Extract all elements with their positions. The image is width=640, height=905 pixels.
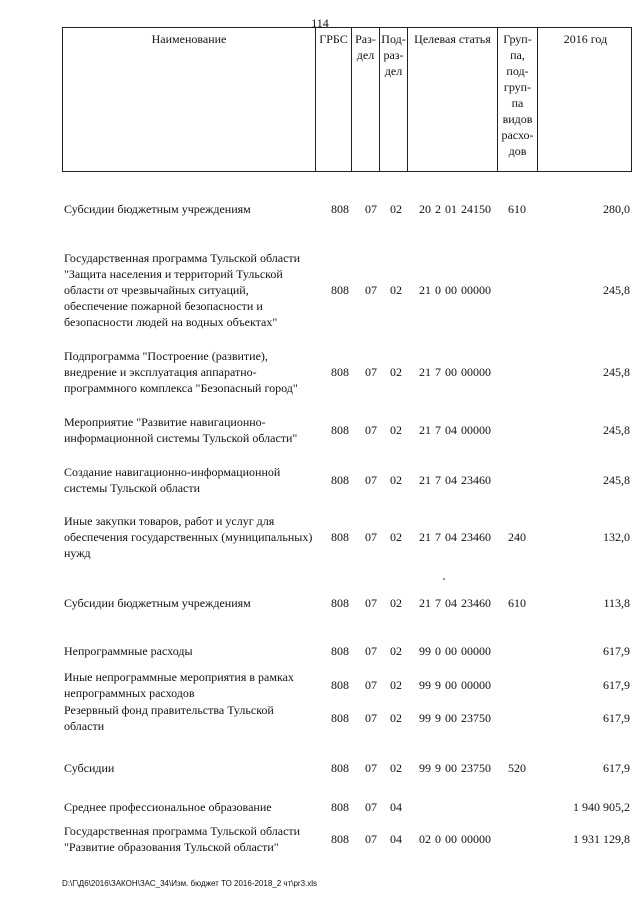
cell-podrazdel: 04	[390, 800, 402, 814]
table-row	[62, 512, 632, 562]
cell-group	[498, 462, 536, 498]
table-row	[62, 406, 632, 454]
cell-group: 610	[508, 596, 526, 610]
cell-group	[498, 406, 536, 454]
cell-group: 610	[508, 202, 526, 216]
table-row	[62, 701, 632, 735]
table-row	[62, 339, 632, 404]
cell-grbs: 808	[331, 761, 349, 775]
cell-grbs: 808	[331, 423, 349, 437]
cell-target: 21 7 04 23460	[419, 596, 491, 610]
cell-sum: 113,8	[603, 596, 630, 610]
cell-name: Иные непрограммные мероприятия в рамках непрограммных расходов	[64, 670, 294, 700]
cell-podrazdel: 02	[390, 364, 402, 379]
cell-grbs: 808	[331, 832, 349, 846]
header-podrazdel: Под- раз- дел	[379, 28, 407, 171]
cell-razdel: 07	[365, 800, 377, 814]
cell-group	[498, 668, 536, 702]
cell-target	[410, 797, 500, 817]
cell-sum: 617,9	[603, 678, 630, 692]
cell-sum: 280,0	[603, 202, 630, 216]
cell-name: Непрограммные расходы	[64, 644, 193, 658]
cell-target: 21 7 04 23460	[419, 473, 491, 487]
scan-speck	[443, 578, 445, 580]
cell-podrazdel: 02	[390, 596, 402, 610]
cell-target: 21 0 00 00000	[419, 282, 491, 297]
cell-grbs: 808	[331, 282, 349, 297]
cell-name: Субсидии бюджетным учреждениям	[64, 596, 251, 610]
cell-name: Иные закупки товаров, работ и услуг для обеспечения государственных (муниципальных) нужд	[64, 514, 313, 560]
cell-razdel: 07	[365, 761, 377, 775]
cell-name: Субсидии	[64, 761, 115, 775]
cell-podrazdel: 02	[390, 202, 402, 216]
cell-sum: 132,0	[603, 530, 630, 544]
table-row	[62, 757, 632, 779]
cell-razdel: 07	[365, 530, 377, 544]
cell-target: 99 9 00 23750	[419, 761, 491, 775]
cell-podrazdel: 02	[390, 711, 402, 725]
table-row	[62, 592, 632, 614]
cell-podrazdel: 02	[390, 473, 402, 487]
cell-target: 20 2 01 24150	[419, 202, 491, 216]
table-header	[62, 27, 632, 172]
table-row	[62, 815, 632, 863]
cell-name: Государственная программа Тульской области "Развитие образования Тульской области"	[64, 824, 301, 854]
cell-podrazdel: 02	[390, 678, 402, 692]
cell-name: Субсидии бюджетным учреждениям	[64, 202, 251, 216]
cell-podrazdel: 02	[390, 423, 402, 437]
cell-group	[498, 339, 536, 404]
cell-razdel: 07	[365, 423, 377, 437]
cell-sum: 617,9	[603, 761, 630, 775]
cell-grbs: 808	[331, 644, 349, 658]
cell-razdel: 07	[365, 473, 377, 487]
cell-grbs: 808	[331, 800, 349, 814]
header-year: 2016 год	[537, 28, 633, 171]
cell-grbs: 808	[331, 596, 349, 610]
cell-razdel: 07	[365, 596, 377, 610]
cell-group	[498, 701, 536, 735]
cell-sum: 245,8	[603, 473, 630, 487]
cell-name: Подпрограмма "Построение (развитие), внедрение и эксплуатация аппаратно-программного комплекса "Безопасный город"	[64, 348, 298, 395]
header-name: Наименование	[151, 32, 227, 46]
table-row	[62, 797, 632, 817]
table-row	[62, 462, 632, 498]
cell-name: Резервный фонд правительства Тульской области	[64, 703, 274, 733]
cell-target: 21 7 04 23460	[419, 530, 491, 544]
cell-razdel: 07	[365, 678, 377, 692]
cell-razdel: 07	[365, 711, 377, 725]
cell-sum: 617,9	[603, 711, 630, 725]
cell-name: Среднее профессиональное образование	[64, 800, 272, 814]
cell-sum: 1 931 129,8	[573, 832, 630, 846]
table-row	[62, 668, 632, 702]
cell-sum: 245,8	[603, 282, 630, 297]
cell-podrazdel: 04	[390, 832, 402, 846]
cell-sum: 245,8	[603, 423, 630, 437]
table-row	[62, 199, 632, 219]
cell-podrazdel: 02	[390, 761, 402, 775]
cell-target: 02 0 00 00000	[419, 832, 491, 846]
cell-sum: 245,8	[603, 364, 630, 379]
cell-name: Государственная программа Тульской области "Защита населения и территорий Тульской области от чрезвычайных ситуаций, обеспечение пожарной безопасности и безопасности людей на водных объектах"	[64, 250, 301, 329]
cell-grbs: 808	[331, 473, 349, 487]
file-path-footer: D:\Г\Д6\2016\ЗАКОН\ЗАС_34\Изм. бюджет ТО 2016-2018_2 чт\pr3.xls	[62, 879, 318, 888]
cell-razdel: 07	[365, 832, 377, 846]
cell-target: 99 9 00 23750	[419, 711, 491, 725]
cell-razdel: 07	[365, 644, 377, 658]
cell-target: 21 7 00 00000	[419, 364, 491, 379]
cell-razdel: 07	[365, 364, 377, 379]
cell-grbs: 808	[331, 711, 349, 725]
cell-sum: 617,9	[603, 644, 630, 658]
cell-name: Создание навигационно-информационной системы Тульской области	[64, 465, 281, 495]
cell-razdel: 07	[365, 202, 377, 216]
table-row	[62, 242, 632, 337]
cell-podrazdel: 02	[390, 282, 402, 297]
cell-grbs: 808	[331, 202, 349, 216]
cell-name: Мероприятие "Развитие навигационно-информационной системы Тульской области"	[64, 415, 298, 445]
cell-group	[498, 242, 536, 337]
cell-sum: 1 940 905,2	[573, 800, 630, 814]
cell-target: 99 9 00 00000	[419, 678, 491, 692]
cell-target: 21 7 04 00000	[419, 423, 491, 437]
header-target: Целевая статья	[407, 28, 497, 171]
cell-group	[498, 797, 536, 817]
header-group: Груп- па, под- груп- па видов расхо- дов	[497, 28, 537, 171]
header-grbs: ГРБС	[315, 28, 351, 171]
header-razdel: Раз- дел	[351, 28, 379, 171]
table-row	[62, 641, 632, 661]
cell-group	[498, 815, 536, 863]
page-number: 114	[311, 16, 329, 30]
cell-grbs: 808	[331, 530, 349, 544]
cell-group	[498, 641, 536, 661]
cell-razdel: 07	[365, 282, 377, 297]
cell-grbs: 808	[331, 364, 349, 379]
cell-podrazdel: 02	[390, 530, 402, 544]
cell-group: 240	[508, 530, 526, 544]
cell-group: 520	[508, 761, 526, 775]
cell-grbs: 808	[331, 678, 349, 692]
cell-target: 99 0 00 00000	[419, 644, 491, 658]
cell-podrazdel: 02	[390, 644, 402, 658]
